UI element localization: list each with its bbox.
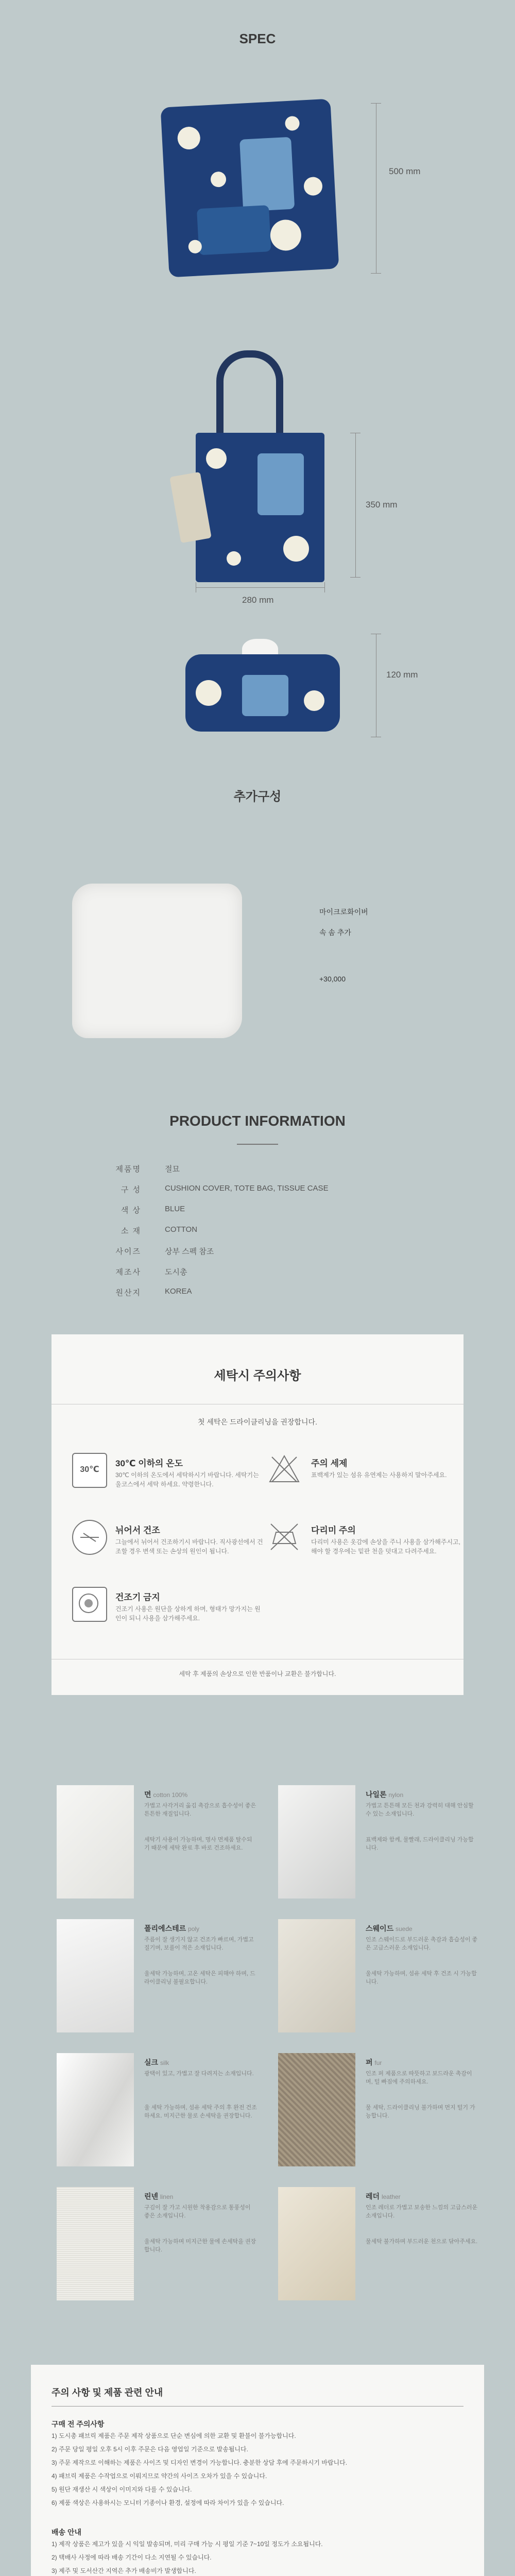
fabric-en: leather <box>381 2193 401 2200</box>
info-key: 구 성 <box>121 1185 141 1194</box>
info-value: 도시총 <box>165 1268 187 1277</box>
info-value: COTTON <box>165 1225 198 1234</box>
washing-footer: 세탁 후 제품의 손상으로 인한 반품이나 교환은 불가합니다. <box>179 1670 336 1677</box>
care-desc: 그늘에서 뉘어서 건조하기시 바랍니다. 직사광선에서 건조할 경우 변색 또는 손상의 원인이 됩니다. <box>115 1538 263 1555</box>
info-row <box>108 1246 417 1266</box>
care-title: 건조기 금지 <box>115 1592 160 1602</box>
fabric-swatch-image <box>278 2187 355 2300</box>
notice-line: 4) 패브릭 제품은 수작업으로 이뤄지므로 약간의 사이즈 오차가 있을 수 있습니다. <box>52 2472 267 2480</box>
care-title: 30℃ 이하의 온도 <box>115 1459 183 1468</box>
fabric-desc: 가볍고 사각거리 옮김 촉감으로 흡수성이 좋은 튼튼한 재질입니다. <box>144 1803 256 1817</box>
fabric-swatch-image <box>278 1919 355 2032</box>
notice-section <box>52 2419 464 2510</box>
fabric-item <box>278 1785 479 1940</box>
fabric-name: 실크 <box>144 2058 159 2066</box>
tissue-case-image <box>185 639 340 742</box>
addon-desc: 속 솜 추가 <box>319 928 351 937</box>
addon-title: 추가구성 <box>233 790 282 804</box>
bag-width-line <box>196 587 324 588</box>
tissue-height-label: 120 mm <box>386 670 418 680</box>
fabric-item <box>57 1785 258 1940</box>
fabric-swatch-image <box>57 1919 134 2032</box>
fabric-wash: 울세탁 가능하며, 고온 세탁은 피해야 하며, 드라이클리닝 불필요합니다. <box>144 1971 255 1985</box>
washing-subtitle: 첫 세탁은 드라이클리닝을 권장합니다. <box>198 1418 317 1426</box>
fabric-name: 레더 <box>366 2192 380 2200</box>
care-desc: 30℃ 이하의 온도에서 세탁하시기 바랍니다. 세탁기는 울코스에서 세탁 하세요. 약령한니다. <box>115 1471 259 1488</box>
info-key: 색 상 <box>121 1206 141 1215</box>
fabric-en: fur <box>374 2059 382 2066</box>
care-desc: 건조기 사용은 원단을 상하게 하며, 형태가 망가지는 원인이 되니 사용을 삼가해주세요. <box>115 1605 261 1622</box>
fabric-desc: 주름이 잘 생기지 않고 건조가 빠르며, 가볍고 질기며, 보풀이 적은 소재입니다. <box>144 1937 254 1951</box>
product-info-title: PRODUCT INFORMATION <box>169 1113 346 1129</box>
fabric-wash: 울세탁 가능하며 미지근한 물에 손세탁을 권장합니다. <box>144 2239 256 2253</box>
dimension-tick <box>371 273 381 274</box>
info-key: 원산지 <box>115 1289 141 1297</box>
fabric-swatch-image <box>57 2187 134 2300</box>
fabric-item <box>278 2187 479 2342</box>
notice-line: 3) 제주 및 도서산간 지역은 추가 배송비가 발생합니다. <box>52 2567 196 2574</box>
fabric-swatch-image <box>57 2053 134 2166</box>
fabric-swatch-image <box>57 1785 134 1899</box>
fabric-desc: 광택이 있고, 가볍고 잘 다려지는 소재입니다. <box>144 2071 254 2077</box>
fabric-item <box>57 1919 258 2074</box>
notice-line: 1) 도시총 패브릭 제품은 주문 제작 상품으로 단순 변심에 의한 교환 및 환불이 불가능합니다. <box>52 2432 296 2439</box>
fabric-desc: 인조 퍼 제품으로 따뜻하고 보드라운 촉감이며, 털 빠짐에 주의하세요. <box>366 2071 472 2085</box>
fabric-name: 린넨 <box>144 2192 159 2200</box>
fabric-wash: 물세탁 불가하며 부드러운 천으로 닦아주세요. <box>366 2239 478 2245</box>
addon-name: 마이크로화이버 <box>319 908 368 916</box>
no-tumble-dry-icon <box>72 1587 107 1622</box>
care-desc: 표백제가 있는 섬유 유연제는 사용하지 말아주세요. <box>311 1471 447 1479</box>
care-title: 뉘어서 건조 <box>115 1526 160 1535</box>
info-key: 제조사 <box>115 1268 141 1277</box>
notice-line: 3) 주문 제작으로 이해하는 제품은 사이즈 및 디자인 변경이 가능합니다. 충분한 상담 후에 주문하시기 바랍니다. <box>52 2459 348 2466</box>
fabric-wash: 물 세탁, 드라이클리닝 불가하며 먼지 털기 가능합니다. <box>366 2105 475 2119</box>
notice-section-title: 배송 안내 <box>52 2528 81 2536</box>
wash-30-icon: 30℃ <box>72 1453 107 1488</box>
no-iron-icon <box>268 1520 301 1553</box>
fabric-desc: 인조 레더로 가볍고 보송한 느낌의 고급스러운 소재입니다. <box>366 2205 478 2219</box>
fabric-wash: 울 세탁 가능하며, 섬유 세탁 주의 후 완전 건조하세요. 미지근한 물로 손세탁을 권장합니다. <box>144 2105 257 2119</box>
washing-card <box>52 1334 464 1695</box>
info-row <box>108 1163 417 1184</box>
dimension-tick <box>371 103 381 104</box>
tote-bag-image <box>175 350 330 582</box>
fabric-en: poly <box>188 1925 200 1933</box>
fabric-name: 폴리에스테르 <box>144 1924 186 1933</box>
notice-section <box>52 2527 464 2576</box>
addon-price: +30,000 <box>319 975 346 983</box>
care-item <box>268 1520 464 1577</box>
info-value: CUSHION COVER, TOTE BAG, TISSUE CASE <box>165 1184 329 1193</box>
dimension-tick <box>324 582 325 592</box>
pillow-insert-image <box>72 884 242 1038</box>
fabric-wash: 세탁기 사용이 가능하며, 명사 면제품 탈수되기 때문에 세탁 완료 후 바로 건조하세요. <box>144 1837 252 1851</box>
no-bleach-icon <box>268 1453 301 1486</box>
fabric-desc: 구김이 잘 가고 시원한 착용감으로 통풍성이 좋은 소재입니다. <box>144 2205 251 2219</box>
notice-line: 1) 제작 상품은 제고가 있을 시 익일 발송되며, 미리 구매 가능 시 평일 기준 7~10일 정도가 소요됩니다. <box>52 2540 323 2548</box>
bag-width-label: 280 mm <box>242 595 274 605</box>
fabric-item <box>57 2053 258 2208</box>
info-value: BLUE <box>165 1205 185 1213</box>
fabric-item <box>278 2053 479 2208</box>
info-row <box>108 1287 417 1308</box>
fabric-name: 나일론 <box>366 1790 387 1799</box>
care-desc: 다리미 사용은 옷감에 손상을 주니 사용을 삼가해주시고, 해야 할 경우에는 밑판 천을 덧대고 다려주세요. <box>311 1538 460 1555</box>
bag-height-line <box>355 433 356 577</box>
fabric-item <box>57 2187 258 2342</box>
info-key: 제품명 <box>115 1165 141 1174</box>
care-title: 주의 세제 <box>311 1459 348 1468</box>
info-value: 절묘 <box>165 1165 180 1174</box>
title-divider <box>237 1144 278 1145</box>
fabric-swatch-image <box>278 2053 355 2166</box>
notice-section-title: 구매 전 주의사항 <box>52 2420 105 2428</box>
info-row <box>108 1184 417 1205</box>
care-item <box>72 1453 268 1510</box>
info-row <box>108 1266 417 1287</box>
fabric-wash: 표백제와 함께, 물빨래, 드라이클리닝 가능합니다. <box>366 1837 474 1851</box>
fabric-en: suede <box>396 1925 413 1933</box>
dry-flat-icon <box>72 1520 107 1555</box>
notice-line: 5) 원단 재생산 시 색상이 이미지와 다를 수 있습니다. <box>52 2486 192 2493</box>
fabric-desc: 가볍고 튼튼해 모든 천과 강력히 대해 안심할 수 있는 소재입니다. <box>366 1803 474 1817</box>
cushion-height-label: 500 mm <box>389 166 421 176</box>
info-value: KOREA <box>165 1287 192 1296</box>
fabric-en: nylon <box>388 1791 404 1799</box>
fabric-en: silk <box>160 2059 169 2066</box>
fabric-wash: 울세탁 가능하며, 섬유 세탁 후 건조 시 가능합니다. <box>366 1971 477 1985</box>
fabric-swatch-image <box>278 1785 355 1899</box>
fabric-name: 퍼 <box>366 2058 373 2066</box>
care-item <box>72 1587 268 1643</box>
fabric-item <box>278 1919 479 2074</box>
bag-height-label: 350 mm <box>366 500 398 510</box>
dimension-tick <box>350 577 360 578</box>
notice-line: 2) 주문 당일 평일 오후 5시 이후 주문은 다음 영업일 기준으로 발송됩니다. <box>52 2446 248 2453</box>
info-row <box>108 1225 417 1246</box>
info-key: 사이즈 <box>115 1247 141 1256</box>
care-item <box>268 1453 464 1510</box>
info-row <box>108 1205 417 1225</box>
care-title: 다리미 주의 <box>311 1526 356 1535</box>
notice-line: 6) 제품 색상은 사용하시는 모니터 기종이나 환경, 설정에 따라 차이가 있을 수 있습니다. <box>52 2499 284 2506</box>
info-key: 소 재 <box>121 1227 141 1235</box>
fabric-desc: 인조 스웨이드로 부드러운 촉감과 흡습성이 좋은 고급스러운 소재입니다. <box>366 1937 478 1951</box>
cushion-image <box>161 99 339 278</box>
fabric-name: 면 <box>144 1790 151 1799</box>
info-value: 상부 스펙 참조 <box>165 1247 214 1256</box>
spec-title: SPEC <box>239 31 276 46</box>
care-item <box>72 1520 268 1577</box>
fabric-en: cotton 100% <box>153 1791 188 1799</box>
fabric-name: 스웨이드 <box>366 1924 394 1933</box>
washing-title: 세탁시 주의사항 <box>214 1369 301 1383</box>
notice-title: 주의 사항 및 제품 관련 안내 <box>52 2387 163 2398</box>
notice-line: 2) 택배사 사정에 따라 배송 기간이 다소 지연될 수 있습니다. <box>52 2554 212 2561</box>
fabric-en: linen <box>160 2193 174 2200</box>
